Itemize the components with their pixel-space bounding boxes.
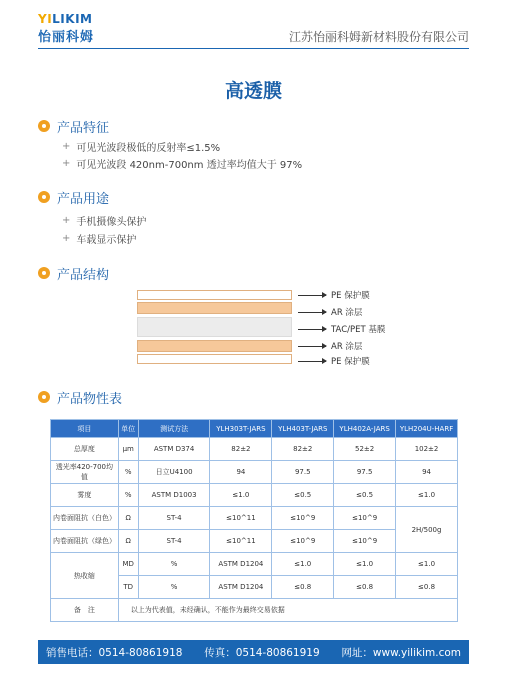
page-title: 高透膜: [224, 80, 282, 102]
note-label: 备 注: [51, 599, 119, 622]
column-header: YLH403T-JARS: [272, 420, 334, 438]
section-bullet-icon: [38, 191, 50, 203]
table-row: 热收缩 MD % ASTM D1204 ≤1.0 ≤1.0 ≤1.0: [51, 553, 458, 576]
logo-chinese: 怡丽科姆: [38, 30, 95, 45]
shrink-label: 热收缩: [51, 553, 119, 599]
feature-item: + 可见光波段极低的反射率≤1.5%: [62, 141, 221, 154]
sales-phone: 销售电话：0514-80861918: [46, 646, 183, 659]
layer-pe-top: [137, 290, 292, 300]
company-name: 江苏怡丽科姆新材料股份有限公司: [288, 30, 469, 44]
website: 网址：www.yilikim.com: [341, 646, 461, 659]
section-title-structure: 产品结构: [57, 267, 110, 283]
company-logo: [38, 12, 98, 45]
section-title-properties: 产品物性表: [57, 391, 123, 407]
fax-number: 传真：0514-80861919: [204, 646, 320, 659]
column-header: YLH204U-HARF: [396, 420, 458, 438]
layer-tac-pet: [137, 317, 292, 337]
merged-cell: 2H/500g: [396, 507, 458, 553]
section-bullet-icon: [38, 267, 50, 279]
use-item: + 手机摄像头保护: [62, 215, 147, 228]
note-text: 以上为代表值，未经确认，不能作为最终交易依据: [118, 599, 457, 622]
section-structure: [38, 264, 109, 282]
table-row: 内卷面阻抗（绿色） Ω ST-4 ≤10^11 ≤10^9 ≤10^9: [51, 530, 458, 553]
section-bullet-icon: [38, 120, 50, 132]
header-divider: [38, 48, 469, 49]
arrow-icon: [298, 312, 326, 313]
use-item: + 车载显示保护: [62, 233, 137, 246]
layer-ar-bottom: [137, 340, 292, 352]
table-row: TD % ASTM D1204 ≤0.8 ≤0.8 ≤0.8: [51, 576, 458, 599]
layer-label: PE 保护膜: [298, 290, 370, 300]
section-properties: [38, 388, 122, 406]
layer-pe-bottom: [137, 354, 292, 364]
column-header: 测试方法: [138, 420, 210, 438]
plus-icon: +: [62, 158, 71, 169]
layer-label: AR 涂层: [298, 341, 362, 351]
properties-table: [50, 419, 458, 622]
column-header: YLH303T-JARS: [210, 420, 272, 438]
layer-label: TAC/PET 基膜: [298, 324, 385, 334]
arrow-icon: [298, 346, 326, 347]
plus-icon: +: [62, 233, 71, 244]
layer-stack-diagram: [137, 290, 292, 366]
section-features: [38, 117, 109, 135]
plus-icon: +: [62, 141, 71, 152]
page-header: [0, 0, 507, 52]
column-header: YLH402A-JARS: [334, 420, 396, 438]
table-row: 内卷面阻抗（白色） Ω ST-4 ≤10^11 ≤10^9 ≤10^9 2H/500g: [51, 507, 458, 530]
plus-icon: +: [62, 215, 71, 226]
column-header: 单位: [118, 420, 138, 438]
section-bullet-icon: [38, 391, 50, 403]
feature-item: + 可见光波段 420nm-700nm 透过率均值大于 97%: [62, 158, 303, 171]
table-header-row: [51, 420, 458, 438]
table-row: 透光率420-700均值 % 日立U4100 94 97.5 97.5 94: [51, 461, 458, 484]
section-title-features: 产品特征: [57, 120, 110, 136]
table-row-note: [51, 599, 458, 622]
arrow-icon: [298, 295, 326, 296]
column-header: 项目: [51, 420, 119, 438]
table-row: 雾度 % ASTM D1003 ≤1.0 ≤0.5 ≤0.5 ≤1.0: [51, 484, 458, 507]
layer-label: AR 涂层: [298, 307, 362, 317]
layer-label: PE 保护膜: [298, 356, 370, 366]
table-row: 总厚度 μm ASTM D374 82±2 82±2 52±2 102±2: [51, 438, 458, 461]
logo-latin: YILIKIM: [38, 12, 93, 26]
section-title-uses: 产品用途: [57, 191, 110, 207]
arrow-icon: [298, 361, 326, 362]
layer-ar-top: [137, 302, 292, 314]
arrow-icon: [298, 329, 326, 330]
contact-footer: [38, 640, 469, 664]
section-uses: [38, 188, 109, 206]
